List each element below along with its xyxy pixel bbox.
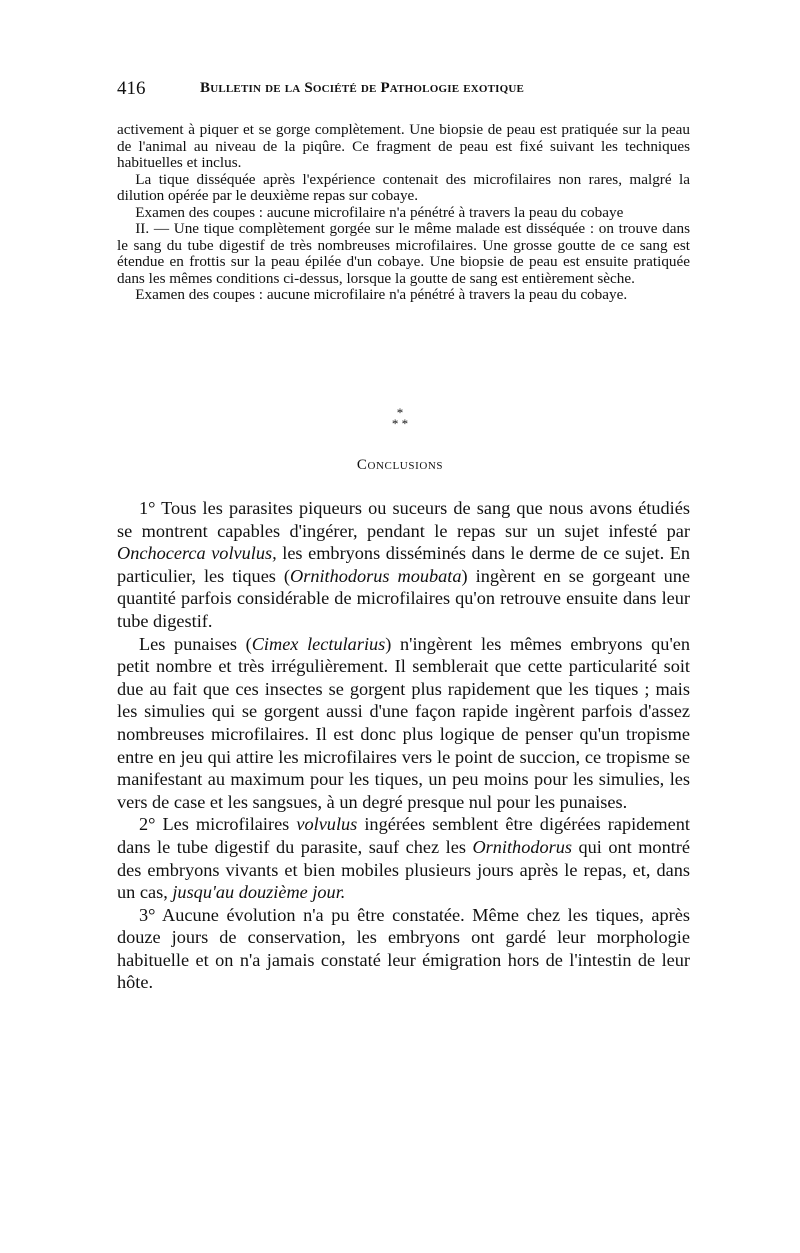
species-name: Cimex lectularius bbox=[251, 633, 386, 654]
running-title: Bulletin de la Société de Pathologie exotique bbox=[200, 80, 525, 96]
conclusion-2 bbox=[117, 813, 690, 903]
species-name: Onchocerca volvulus, bbox=[117, 543, 277, 564]
asterism bbox=[380, 407, 420, 429]
experiment-text bbox=[117, 122, 690, 304]
emphasis: jusqu'au douzième jour. bbox=[172, 882, 346, 903]
species-name: volvulus bbox=[296, 814, 358, 835]
asterism-bottom: * * bbox=[391, 416, 409, 431]
species-name: Ornithodorus moubata bbox=[290, 565, 462, 586]
paragraph: Examen des coupes : aucune microfilaire n'a pénétré à travers la peau du cobaye bbox=[135, 203, 624, 221]
text-run: 3° Aucune évolution n'a pu être constatée. Même chez les tiques, après douze jours de conservation, les embryons ont gardé leur morphologie habituelle et on n'a jamais constaté leur émigration hors de l'intestin de leur hôte. bbox=[117, 904, 690, 993]
conclusion-3 bbox=[117, 904, 690, 994]
conclusion-1-continued bbox=[117, 633, 690, 814]
section-heading: Conclusions bbox=[356, 457, 444, 473]
text-run: ) n'ingèrent les mêmes embryons qu'en petit nombre et très irrégulièrement. Il semblerait que cette particularité soit due au fait que ces insectes se gorgent plus rapidement que les tiques ; mais les simulies qui se gorgent aussi d'une façon rapide ingèrent parfois d'assez nombreuses microfilaires. Il est donc plus logique de penser qu'un tropisme entre en jeu qui attire les microfilaires vers le point de succion, ce tropisme se manifestant au maximum pour les tiques, un peu moins pour les simulies, les vers de case et les sangsues, à un degré presque nul pour les punaises. bbox=[117, 633, 690, 812]
species-name: Ornithodorus bbox=[472, 836, 572, 857]
paragraph: Examen des coupes : aucune microfilaire n'a pénétré à travers la peau du cobaye. bbox=[135, 286, 628, 303]
paragraph: La tique disséquée après l'expérience contenait des microfilaires non rares, malgré la dilution opérée par le deuxième repas sur cobaye. bbox=[117, 170, 690, 204]
paragraph: activement à piquer et se gorge complètement. Une biopsie de peau est pratiquée sur la peau de l'animal au niveau de la piqûre. Ce fragment de peau est fixé suivant les techniques habituelles et inclus. bbox=[117, 121, 690, 171]
text-run: les embryons disséminés dans le derme de ce sujet. En particulier, les tiques ( bbox=[117, 543, 690, 586]
text-run: 1° Tous les parasites piqueurs ou suceurs de sang que nous avons étudiés se montrent capables d'ingérer, pendant le repas sur un sujet infesté par bbox=[117, 498, 690, 541]
paragraph: II. — Une tique complètement gorgée sur le même malade est disséquée : on trouve dans le sang du tube digestif de très nombreuses microfilaires. Une grosse goutte de ce sang est étendue en frottis sur la peau épilée d'un cobaye. Une biopsie de peau est ensuite pratiquée dans les mêmes conditions ci-dessus, lorsque la goutte de sang est entièrement sèche. bbox=[117, 220, 690, 287]
text-run: qui ont montré des embryons vivants et bien mobiles plusieurs jours après le repas, et, dans un cas, bbox=[117, 836, 690, 903]
text-run: ingérées semblent être digérées rapidement dans le tube digestif du parasite, sauf chez les bbox=[117, 814, 690, 857]
page-header bbox=[117, 78, 690, 100]
text-run: 2° Les microfilaires bbox=[138, 814, 297, 835]
asterism-top: * bbox=[396, 405, 404, 420]
text-run: Les punaises ( bbox=[138, 633, 252, 654]
conclusion-1 bbox=[117, 497, 690, 633]
text-run: ) ingèrent en se gorgeant une quantité parfois considérable de microfilaires qu'on retrouve ensuite dans leur tube digestif. bbox=[117, 565, 690, 631]
conclusions-text bbox=[117, 497, 690, 994]
page-number: 416 bbox=[117, 78, 146, 99]
